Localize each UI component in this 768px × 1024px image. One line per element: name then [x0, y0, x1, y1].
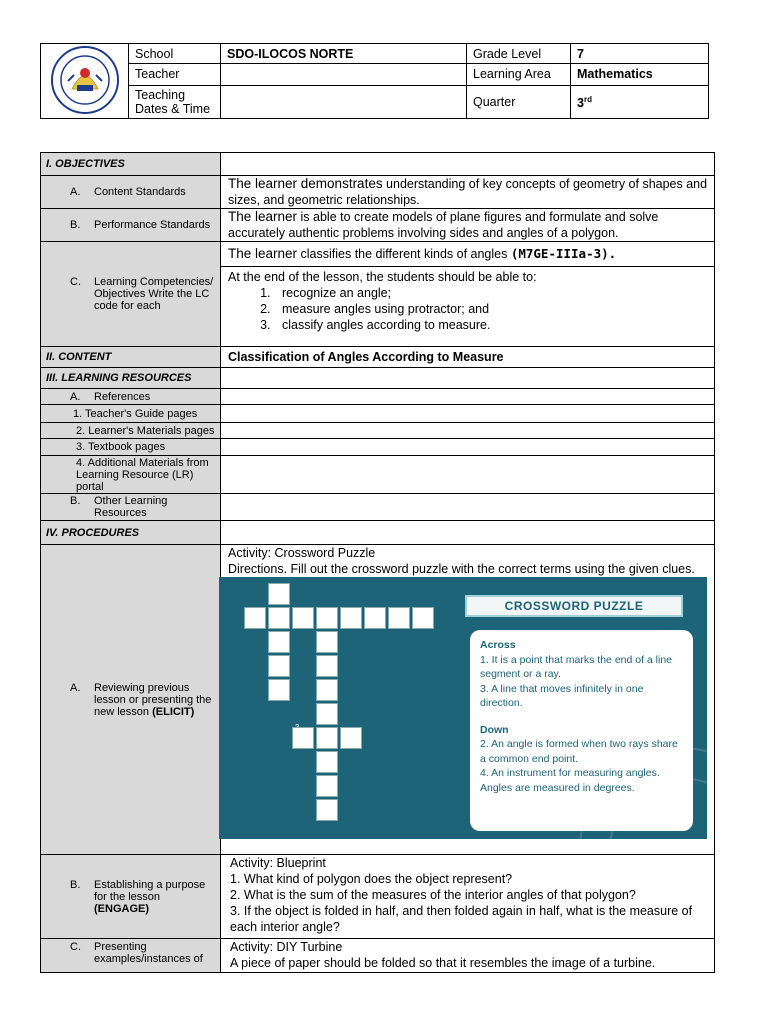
crossword-cell[interactable] — [316, 679, 338, 701]
crossword-cell[interactable] — [268, 583, 290, 605]
crossword-cell[interactable] — [316, 655, 338, 677]
performance-standards-label: B. Performance Standards — [41, 209, 221, 242]
teacher-value — [221, 64, 467, 85]
turbine-activity-title: Activity: DIY Turbine — [230, 940, 343, 954]
quarter-value: 3rd — [571, 85, 709, 118]
teaching-dates-label: Teaching Dates & Time — [129, 85, 221, 118]
blueprint-activity-title: Activity: Blueprint — [230, 856, 326, 870]
content-standards-text: The learner demonstrates understanding of key concepts of geometry of shapes and sizes, and geometric relationships. — [221, 176, 715, 209]
elicit-label: A. Reviewing previous lesson or presenting the new lesson (ELICIT) — [41, 545, 221, 855]
crossword-title: CROSSWORD PUZZLE — [465, 595, 683, 617]
lesson-objectives: At the end of the lesson, the students should be able to: 1. recognize an angle; 2. measure angles using protractor; and 3. classify angles according to measure. — [221, 267, 715, 347]
procedures-heading: IV. PROCEDURES — [41, 521, 221, 545]
teachers-guide-label: 1. Teacher's Guide pages — [41, 405, 221, 423]
grade-level-label: Grade Level — [467, 44, 571, 64]
objective-item: 3. classify angles according to measure. — [274, 317, 714, 333]
clue-down-4: 4. An instrument for measuring angles. Angles are measured in degrees. — [480, 767, 660, 794]
learning-competency-text: The learner classifies the different kinds of angles (M7GE-IIIa-3). — [221, 242, 715, 267]
crossword-cell[interactable] — [316, 631, 338, 653]
textbook-pages-label: 3. Textbook pages — [41, 439, 221, 456]
school-label: School — [129, 44, 221, 64]
header-table — [40, 43, 709, 119]
turbine-instructions: A piece of paper should be folded so that it resembles the image of a turbine. — [230, 956, 656, 970]
quarter-label: Quarter — [467, 85, 571, 118]
blueprint-question: 2. What is the sum of the measures of the interior angles of that polygon? — [230, 888, 636, 902]
crossword-cell[interactable] — [316, 607, 338, 629]
blueprint-question: 3. If the object is folded in half, and then folded again in half, what is the measure of each interior angle? — [230, 904, 693, 934]
content-heading: II. CONTENT — [41, 347, 221, 368]
crossword-cell[interactable] — [316, 727, 338, 749]
school-value: SDO-ILOCOS NORTE — [221, 44, 467, 64]
crossword-puzzle-image — [219, 577, 707, 839]
objective-item: 1. recognize an angle; — [274, 285, 714, 301]
performance-standards-text: The learner is able to create models of plane figures and formulate and solve accurately authentic problems involving sides and angles of a polygon. — [221, 209, 715, 242]
crossword-clues-panel — [470, 630, 693, 831]
grade-level-value: 7 — [571, 44, 709, 64]
objectives-heading: I. OBJECTIVES — [41, 153, 221, 176]
learners-materials-label: 2. Learner's Materials pages — [41, 423, 221, 439]
crossword-cell[interactable] — [292, 607, 314, 629]
learning-competencies-label: C. Learning Competencies/ Objectives Write the LC code for each — [41, 242, 221, 347]
learning-area-label: Learning Area — [467, 64, 571, 85]
crossword-cell[interactable] — [268, 655, 290, 677]
engage-content — [221, 855, 715, 939]
clue-down-2: 2. An angle is formed when two rays share a common end point. — [480, 738, 678, 765]
deped-seal-icon — [50, 45, 120, 115]
crossword-cell[interactable] — [316, 799, 338, 821]
crossword-cell[interactable] — [412, 607, 434, 629]
crossword-cell[interactable] — [316, 775, 338, 797]
crossword-cell[interactable] — [244, 607, 266, 629]
deped-logo-cell — [41, 44, 129, 119]
presenting-examples-label: C. Presenting examples/instances of — [41, 939, 221, 973]
crossword-cell[interactable] — [268, 679, 290, 701]
crossword-directions: Directions. Fill out the crossword puzzle with the correct terms using the given clues. — [228, 562, 695, 576]
lesson-plan-table — [40, 152, 715, 973]
elicit-content — [221, 545, 715, 855]
crossword-cell[interactable] — [340, 607, 362, 629]
crossword-cell[interactable] — [364, 607, 386, 629]
teacher-label: Teacher — [129, 64, 221, 85]
down-heading: Down — [480, 723, 509, 736]
clue-across-3: 3. A line that moves infinitely in one direction. — [480, 682, 644, 709]
engage-label: B. Establishing a purpose for the lesson (ENGAGE) — [41, 855, 221, 939]
other-resources-label: B. Other Learning Resources — [41, 494, 221, 521]
teaching-dates-value — [221, 85, 467, 118]
crossword-cell[interactable] — [340, 727, 362, 749]
across-heading: Across — [480, 639, 516, 651]
turbine-content — [221, 939, 715, 973]
crossword-cell[interactable] — [388, 607, 410, 629]
clue-across-1: 1. It is a point that marks the end of a line segment or a ray. — [480, 653, 673, 680]
content-standards-label: A. Content Standards — [41, 176, 221, 209]
crossword-cell[interactable] — [292, 727, 314, 749]
crossword-cell[interactable] — [268, 607, 290, 629]
additional-materials-label: 4. Additional Materials from Learning Resource (LR) portal — [41, 456, 221, 494]
learning-resources-heading: III. LEARNING RESOURCES — [41, 368, 221, 389]
learning-area-value: Mathematics — [571, 64, 709, 85]
content-value: Classification of Angles According to Measure — [221, 347, 715, 368]
crossword-activity-title: Activity: Crossword Puzzle — [228, 546, 376, 560]
crossword-cell[interactable] — [316, 751, 338, 773]
crossword-cell[interactable] — [268, 631, 290, 653]
objective-item: 2. measure angles using protractor; and — [274, 301, 714, 317]
crossword-cell[interactable] — [316, 703, 338, 725]
blueprint-question: 1. What kind of polygon does the object represent? — [230, 872, 513, 886]
references-label: A. References — [41, 389, 221, 405]
